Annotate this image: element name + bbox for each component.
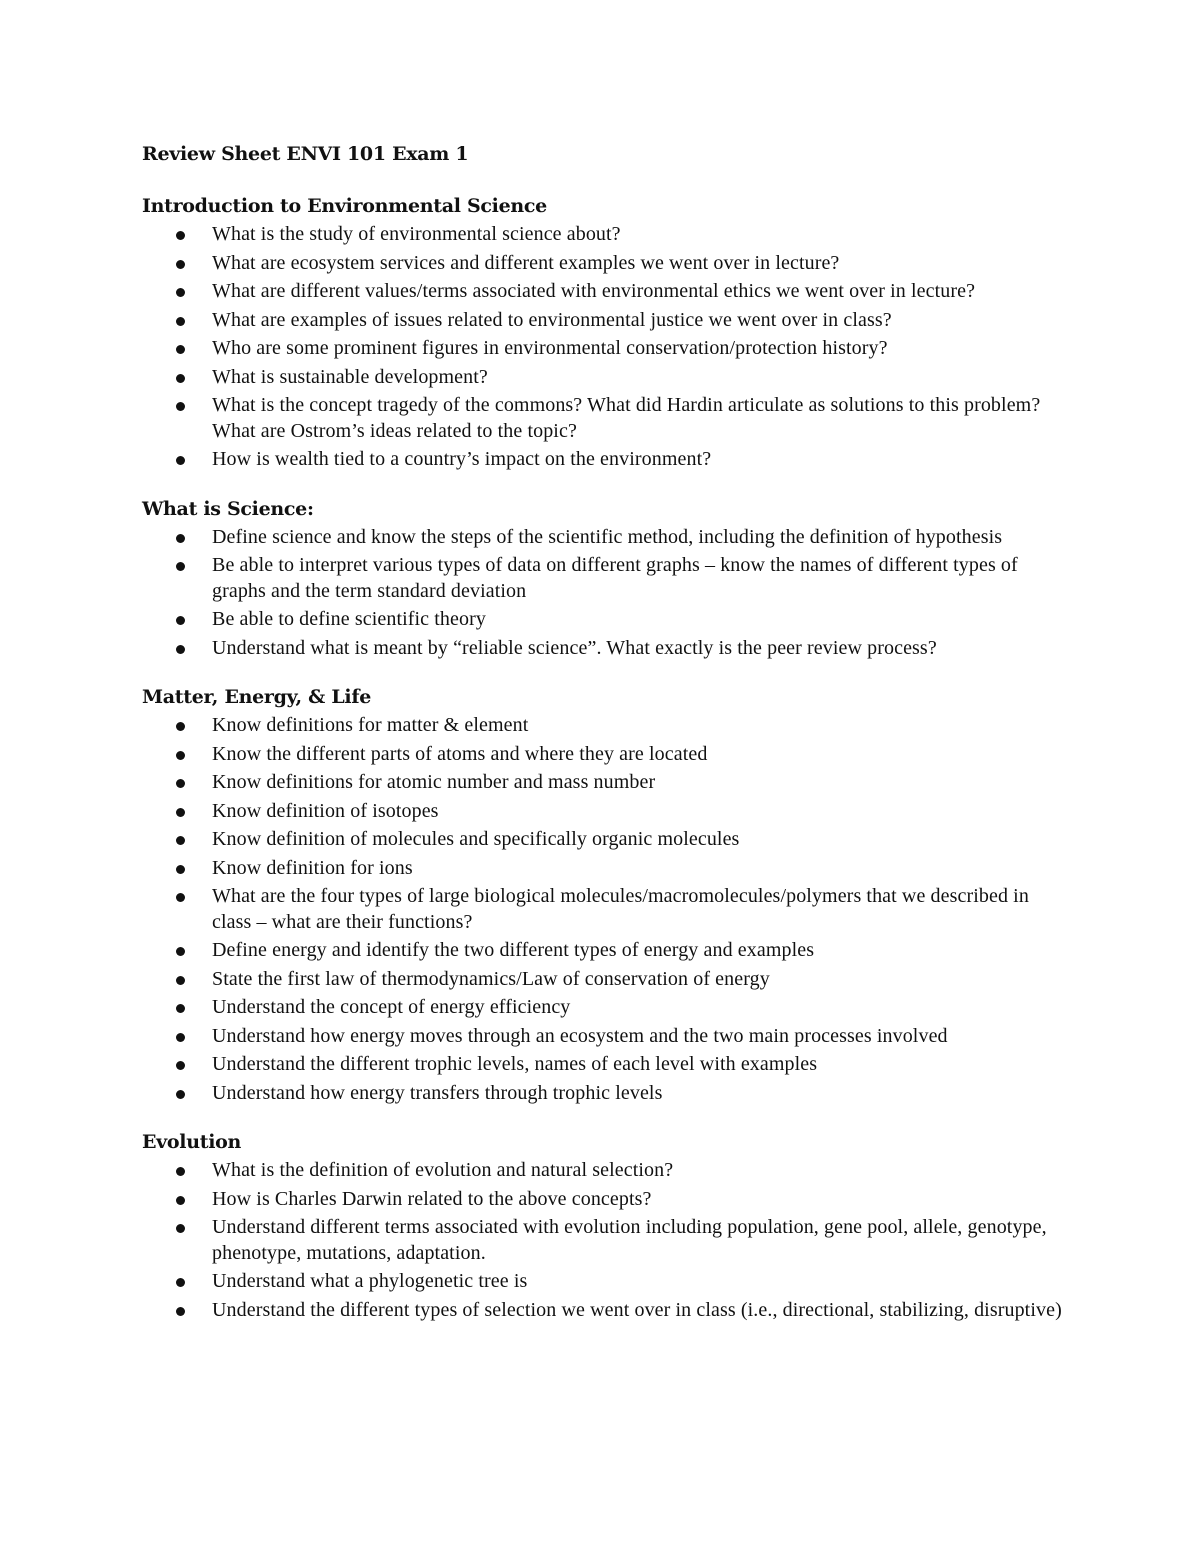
list-item-text: What are the four types of large biological molecules/macromolecules/polymers that we described in class – what are their functions? — [212, 885, 1029, 933]
bullet-icon — [176, 645, 185, 654]
bullet-icon — [176, 288, 185, 297]
section-heading: Matter, Energy, & Life — [142, 686, 371, 708]
list-item-text: What is the study of environmental science about? — [212, 223, 621, 245]
list-item — [142, 1081, 1072, 1107]
bullet-icon — [176, 1061, 185, 1070]
bullet-icon — [176, 947, 185, 956]
list-item-text: Know definitions for matter & element — [212, 714, 529, 736]
list-item — [142, 967, 1072, 993]
bullet-icon — [176, 893, 185, 902]
section-heading: What is Science: — [142, 497, 314, 520]
document-title: Review Sheet ENVI 101 Exam 1 — [142, 143, 469, 165]
list-item-text: Understand the different types of selection we went over in class (i.e., directional, stabilizing, disruptive) — [212, 1298, 1062, 1321]
list-item-text: How is wealth tied to a country’s impact on the environment? — [212, 448, 712, 470]
list-item — [142, 308, 1072, 334]
list-item-text: Understand how energy transfers through trophic levels — [212, 1081, 663, 1104]
list-item — [142, 1024, 1072, 1050]
bullet-icon — [176, 836, 185, 845]
bullet-icon — [176, 1196, 185, 1205]
list-item — [142, 365, 1072, 391]
bullet-list — [142, 1158, 1072, 1323]
bullet-icon — [176, 345, 185, 354]
bullet-icon — [176, 1278, 185, 1287]
list-item-text: What is the definition of evolution and natural selection? — [212, 1159, 674, 1181]
list-item — [142, 1187, 1072, 1213]
list-item-text: Know the different parts of atoms and where they are located — [212, 742, 708, 765]
list-item — [142, 742, 1072, 768]
list-item-text: Know definition for ions — [212, 856, 413, 879]
bullet-icon — [176, 722, 185, 731]
sections-container — [142, 192, 1072, 1323]
list-item-text: What are ecosystem services and different examples we went over in lecture? — [212, 251, 840, 274]
list-item-text: What are different values/terms associated with environmental ethics we went over in lecture? — [212, 280, 976, 302]
list-item-text: Be able to interpret various types of data on different graphs – know the names of different types of graphs and the term standard deviation — [212, 554, 1018, 602]
list-item-text: What are examples of issues related to environmental justice we went over in class? — [212, 308, 892, 331]
list-item — [142, 279, 1072, 305]
list-item — [142, 251, 1072, 277]
list-item — [142, 938, 1072, 964]
bullet-icon — [176, 231, 185, 240]
section-heading: Evolution — [142, 1131, 242, 1153]
bullet-list — [142, 525, 1072, 662]
bullet-icon — [176, 374, 185, 383]
list-item — [142, 713, 1072, 739]
list-item — [142, 222, 1072, 248]
bullet-icon — [176, 1004, 185, 1013]
bullet-icon — [176, 317, 185, 326]
list-item-text: Understand the concept of energy efficiency — [212, 996, 571, 1018]
list-item-text: Who are some prominent figures in environmental conservation/protection history? — [212, 337, 888, 359]
list-item — [142, 995, 1072, 1021]
list-item — [142, 336, 1072, 362]
bullet-icon — [176, 1167, 185, 1176]
list-item-text: Understand what is meant by “reliable science”. What exactly is the peer review process? — [212, 636, 937, 659]
list-item-text: Know definitions for atomic number and mass number — [212, 771, 656, 793]
bullet-list — [142, 222, 1072, 473]
bullet-icon — [176, 562, 185, 571]
list-item — [142, 607, 1072, 633]
list-item — [142, 770, 1072, 796]
section-3 — [142, 683, 1072, 1106]
bullet-icon — [176, 1033, 185, 1042]
list-item — [142, 1158, 1072, 1184]
section-heading: Introduction to Environmental Science — [142, 195, 547, 217]
bullet-icon — [176, 779, 185, 788]
list-item — [142, 1052, 1072, 1078]
list-item — [142, 827, 1072, 853]
bullet-icon — [176, 616, 185, 625]
bullet-icon — [176, 808, 185, 817]
section-2 — [142, 495, 1072, 662]
list-item-text: Understand different terms associated with evolution including population, gene pool, allele, genotype, phenotype, mutations, adaptation. — [212, 1216, 1047, 1264]
list-item — [142, 1269, 1072, 1295]
bullet-icon — [176, 534, 185, 543]
list-item — [142, 1215, 1072, 1266]
list-item-text: Understand what a phylogenetic tree is — [212, 1270, 528, 1292]
bullet-icon — [176, 1307, 185, 1316]
list-item-text: Define science and know the steps of the scientific method, including the definition of hypothesis — [212, 525, 1003, 548]
list-item — [142, 553, 1072, 604]
list-item — [142, 636, 1072, 662]
bullet-icon — [176, 402, 185, 411]
bullet-icon — [176, 865, 185, 874]
list-item — [142, 856, 1072, 882]
list-item — [142, 525, 1072, 551]
bullet-icon — [176, 1224, 185, 1233]
bullet-icon — [176, 1090, 185, 1099]
list-item-text: Know definition of molecules and specifically organic molecules — [212, 828, 740, 850]
list-item-text: State the first law of thermodynamics/Law of conservation of energy — [212, 967, 770, 990]
list-item-text: Understand how energy moves through an ecosystem and the two main processes involved — [212, 1024, 948, 1047]
document-page — [142, 140, 1072, 1345]
list-item — [142, 884, 1072, 935]
bullet-icon — [176, 456, 185, 465]
list-item-text: Define energy and identify the two different types of energy and examples — [212, 939, 815, 961]
list-item — [142, 447, 1072, 473]
section-4 — [142, 1128, 1072, 1323]
bullet-icon — [176, 976, 185, 985]
list-item-text: What is the concept tragedy of the commons? What did Hardin articulate as solutions to this problem? What are Ostrom’s ideas related to the topic? — [212, 394, 1041, 442]
list-item — [142, 1298, 1072, 1324]
list-item — [142, 393, 1072, 444]
list-item-text: How is Charles Darwin related to the above concepts? — [212, 1187, 652, 1210]
bullet-icon — [176, 751, 185, 760]
list-item-text: Be able to define scientific theory — [212, 608, 486, 630]
list-item-text: Understand the different trophic levels, names of each level with examples — [212, 1053, 818, 1075]
bullet-list — [142, 713, 1072, 1106]
list-item-text: What is sustainable development? — [212, 365, 488, 388]
list-item-text: Know definition of isotopes — [212, 799, 439, 822]
list-item — [142, 799, 1072, 825]
bullet-icon — [176, 260, 185, 269]
section-1 — [142, 192, 1072, 473]
